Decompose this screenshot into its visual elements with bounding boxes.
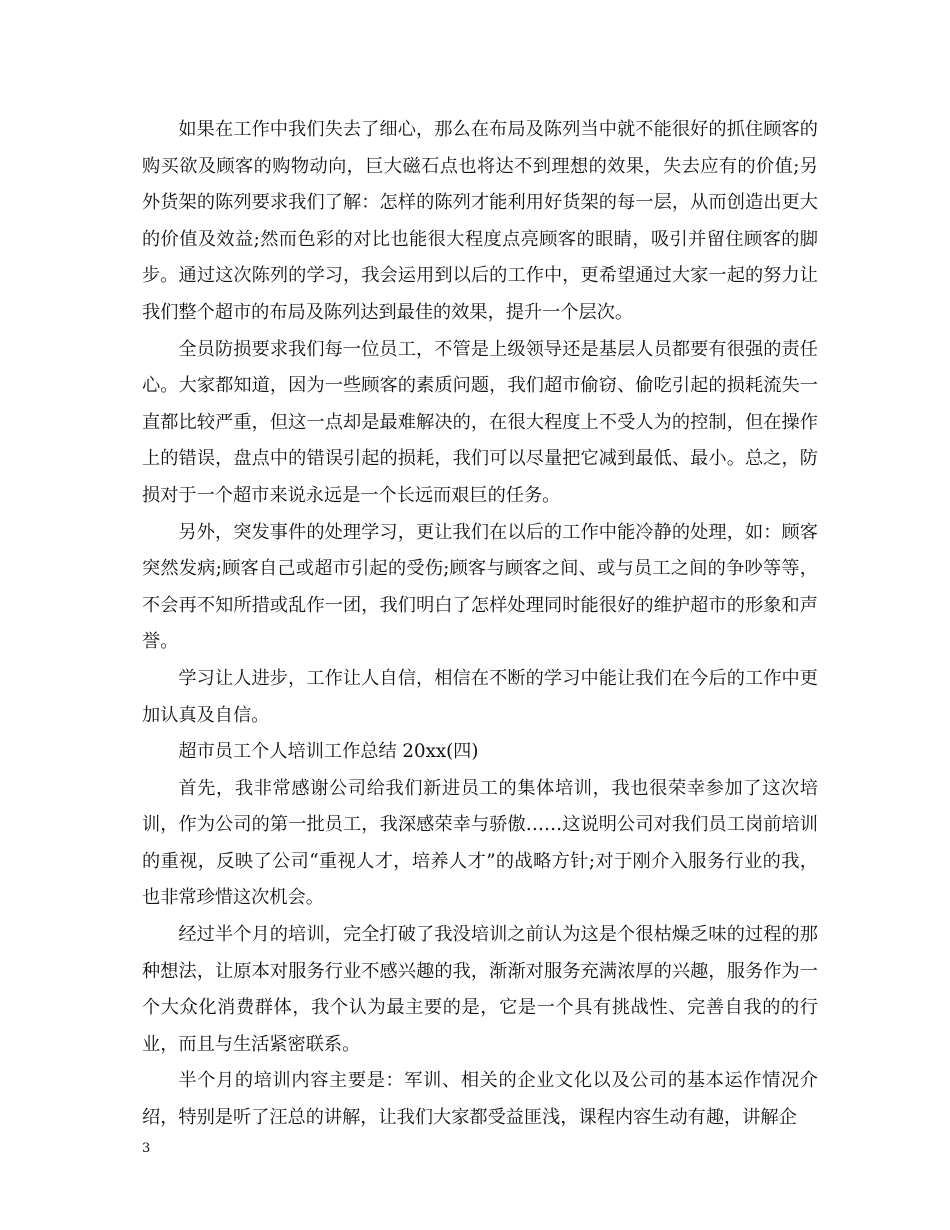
paragraph-training-experience: 经过半个月的培训，完全打破了我没培训之前认为这是个很枯燥乏味的过程的那种想法，让原本对服务行业不感兴趣的我，渐渐对服务充满浓厚的兴趣，服务作为一个大众化消费群体，我个认为最主要的是，它是一个具有挑战性、完善自我的的行业，而且与生活紧密联系。: [142, 924, 818, 1055]
paragraph-emergency-handling: 另外，突发事件的处理学习，更让我们在以后的工作中能冷静的处理，如：顾客突然发病;顾客自己或超市引起的受伤;顾客与顾客之间、或与员工之间的争吵等等，不会再不知所措或乱作一团，我们明白了怎样处理同时能很好的维护超市的形象和声誉。: [142, 521, 818, 653]
paragraph-display-tips: 如果在工作中我们失去了细心，那么在布局及陈列当中就不能很好的抓住顾客的购买欲及顾客的购物动向，巨大磁石点也将达不到理想的效果，失去应有的价值;另外货架的陈列要求我们了解：怎样的陈列才能利用好货架的每一层，从而创造出更大的价值及效益;然而色彩的对比也能很大程度点亮顾客的眼睛，吸引并留住顾客的脚步。通过这次陈列的学习，我会运用到以后的工作中，更希望通过大家一起的努力让我们整个超市的布局及陈列达到最佳的效果，提升一个层次。: [142, 119, 818, 323]
paragraph-training-content: 半个月的培训内容主要是：军训、相关的企业文化以及公司的基本运作情况介绍，特别是听了汪总的讲解，让我们大家都受益匪浅，课程内容生动有趣，讲解企: [142, 1070, 818, 1129]
page-number: 3: [142, 1141, 151, 1156]
document-body: [142, 112, 818, 1137]
paragraph-loss-prevention: 全员防损要求我们每一位员工，不管是上级领导还是基层人员都要有很强的责任心。大家都知道，因为一些顾客的素质问题，我们超市偷窃、偷吃引起的损耗流失一直都比较严重，但这一点却是最难解决的，在很大程度上不受人为的控制，但在操作上的错误，盘点中的错误引起的损耗，我们可以尽量把它减到最低、最小。总之，防损对于一个超市来说永远是一个长远而艰巨的任务。: [142, 338, 818, 506]
paragraph-gratitude: 首先，我非常感谢公司给我们新进员工的集体培训，我也很荣幸参加了这次培训，作为公司的第一批员工，我深感荣幸与骄傲……这说明公司对我们员工岗前培训的重视，反映了公司“重视人才，培养人才”的战略方针;对于刚介入服务行业的我，也非常珍惜这次机会。: [142, 777, 818, 909]
paragraph-learning: 学习让人进步，工作让人自信，相信在不断的学习中能让我们在今后的工作中更加认真及自信。: [142, 667, 818, 726]
section-heading: 超市员工个人培训工作总结 20xx(四): [178, 741, 479, 763]
